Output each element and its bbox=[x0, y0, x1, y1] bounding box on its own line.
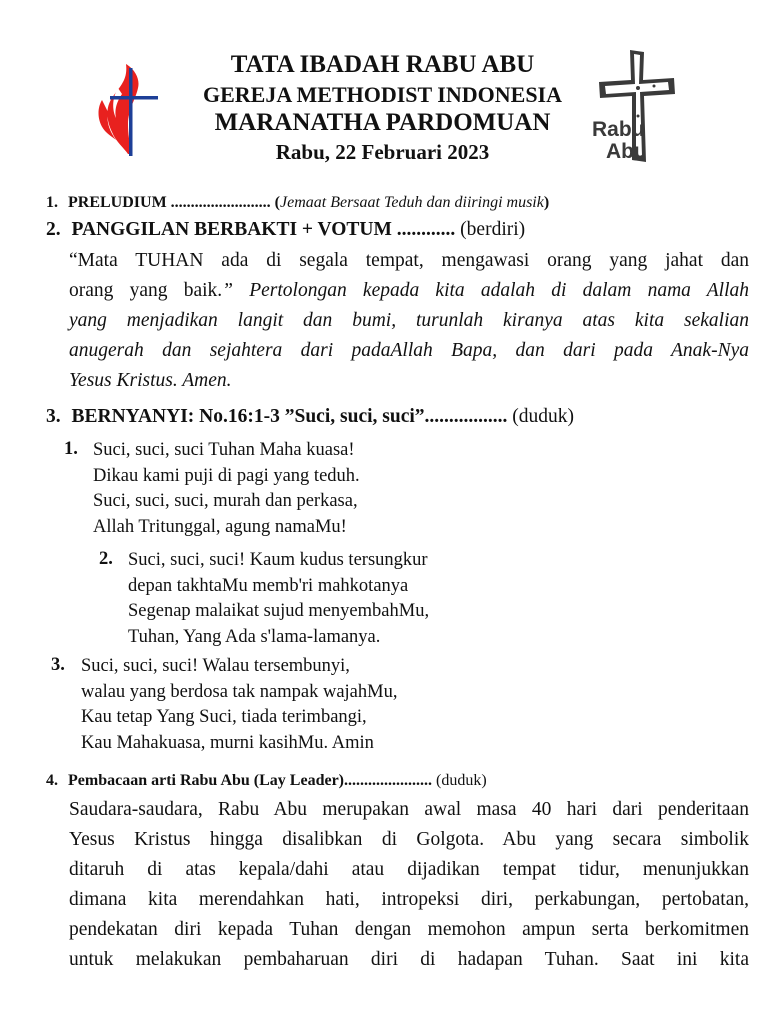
posture: (duduk) bbox=[507, 406, 575, 427]
item-title: BERNYANYI: No.16:1-3 ”Suci, suci, suci” bbox=[71, 406, 425, 427]
item-panggilan bbox=[46, 219, 525, 241]
lyric-line: Dikau kami puji di pagi yang teduh. bbox=[93, 465, 360, 486]
lyric-line: Suci, suci, suci! Kaum kudus tersungkur bbox=[128, 550, 428, 570]
lyric-line: depan takhtaMu memb'ri mahkotanya bbox=[128, 575, 409, 596]
reading-line: Yesus Kristus hingga disalibkan di Golgota. Abu yang secara simbolik bbox=[69, 829, 749, 850]
reading-line: untuk melakukan pembaharuan diri di hadapan Tuhan. Saat ini kita bbox=[69, 949, 749, 970]
reading-line: pendekatan diri kepada Tuhan dengan memohon ampun serta berkomitmen bbox=[69, 919, 749, 940]
item-title: PRELUDIUM bbox=[68, 194, 167, 211]
lyric-line: Suci, suci, suci Tuhan Maha kuasa! bbox=[93, 440, 355, 460]
item-bernyanyi bbox=[46, 406, 574, 428]
verse-number: 2. bbox=[99, 549, 113, 569]
item-number: 1. bbox=[46, 194, 58, 211]
verse-2 bbox=[128, 548, 429, 651]
service-date: Rabu, 22 Februari 2023 bbox=[275, 140, 490, 164]
methodist-cross-flame-icon bbox=[88, 58, 162, 160]
item-number: 3. bbox=[46, 406, 61, 427]
reading-line: dimana kita merendahkan hati, intropeksi diri, perkabungan, pertobatan, bbox=[69, 889, 749, 910]
item-number: 4. bbox=[46, 772, 58, 789]
lyric-line: Suci, suci, suci, murah dan perkasa, bbox=[93, 491, 358, 512]
lyric-line: Kau tetap Yang Suci, tiada terimbangi, bbox=[81, 707, 367, 728]
lyric-line: Tuhan, Yang Ada s'lama-lamanya. bbox=[128, 627, 381, 648]
dots: ...................... bbox=[344, 772, 432, 789]
votum-text: orang yang baik. bbox=[69, 280, 223, 301]
posture: (duduk) bbox=[432, 772, 487, 789]
votum-line: “Mata TUHAN ada di segala tempat, mengawasi orang yang jahat dan bbox=[69, 250, 749, 271]
lyric-line: Allah Tritunggal, agung namaMu! bbox=[93, 517, 347, 538]
posture: (berdiri) bbox=[455, 219, 526, 240]
votum-line bbox=[69, 276, 749, 307]
paren-close: ) bbox=[543, 194, 550, 211]
church-name: GEREJA METHODIST INDONESIA bbox=[202, 82, 562, 107]
dots: ................. bbox=[424, 406, 508, 427]
logo-text-abu: Abu bbox=[606, 140, 647, 163]
lyric-line: walau yang berdosa tak nampak wajahMu, bbox=[81, 681, 398, 702]
item-title: PANGGILAN BERBAKTI + VOTUM bbox=[71, 219, 392, 240]
lyric-line: Suci, suci, suci! Walau tersembunyi, bbox=[81, 656, 350, 676]
votum-line: anugerah dan sejahtera dari padaAllah Bapa, dan dari pada Anak-Nya bbox=[69, 340, 749, 361]
reading-line: ditaruh di atas kepala/dahi atau dijadikan tempat tidur, menunjukkan bbox=[69, 859, 749, 880]
page-title: TATA IBADAH RABU ABU bbox=[230, 51, 535, 78]
item-number: 2. bbox=[46, 219, 61, 240]
item-pembacaan bbox=[46, 772, 487, 790]
item-note: Jemaat Bersaat Teduh dan diiringi musik bbox=[280, 194, 544, 211]
item-preludium bbox=[46, 194, 549, 212]
lyric-line: Kau Mahakuasa, murni kasihMu. Amin bbox=[81, 733, 374, 754]
dots: ......................... ( bbox=[166, 194, 280, 211]
lyric-line: Segenap malaikat sujud menyembahMu, bbox=[128, 601, 430, 622]
votum-text-italic: ” Pertolongan kepada kita adalah di dalam nama Allah bbox=[222, 280, 749, 301]
item-title: Pembacaan arti Rabu Abu (Lay Leader) bbox=[68, 772, 344, 789]
verse-number: 3. bbox=[51, 655, 65, 675]
verse-3 bbox=[81, 654, 397, 757]
verse-number: 1. bbox=[64, 439, 78, 459]
reading-line: Saudara-saudara, Rabu Abu merupakan awal masa 40 hari dari penderitaan bbox=[69, 799, 749, 820]
votum-line: yang menjadikan langit dan bumi, turunlah kiranya atas kita sekalian bbox=[69, 310, 749, 331]
votum-line: Yesus Kristus. Amen. bbox=[69, 370, 232, 391]
dots: ............ bbox=[391, 219, 456, 240]
congregation-name: MARANATHA PARDOMUAN bbox=[214, 109, 551, 136]
logo-text-rabu: Rabu bbox=[592, 118, 645, 141]
verse-1 bbox=[93, 438, 360, 541]
